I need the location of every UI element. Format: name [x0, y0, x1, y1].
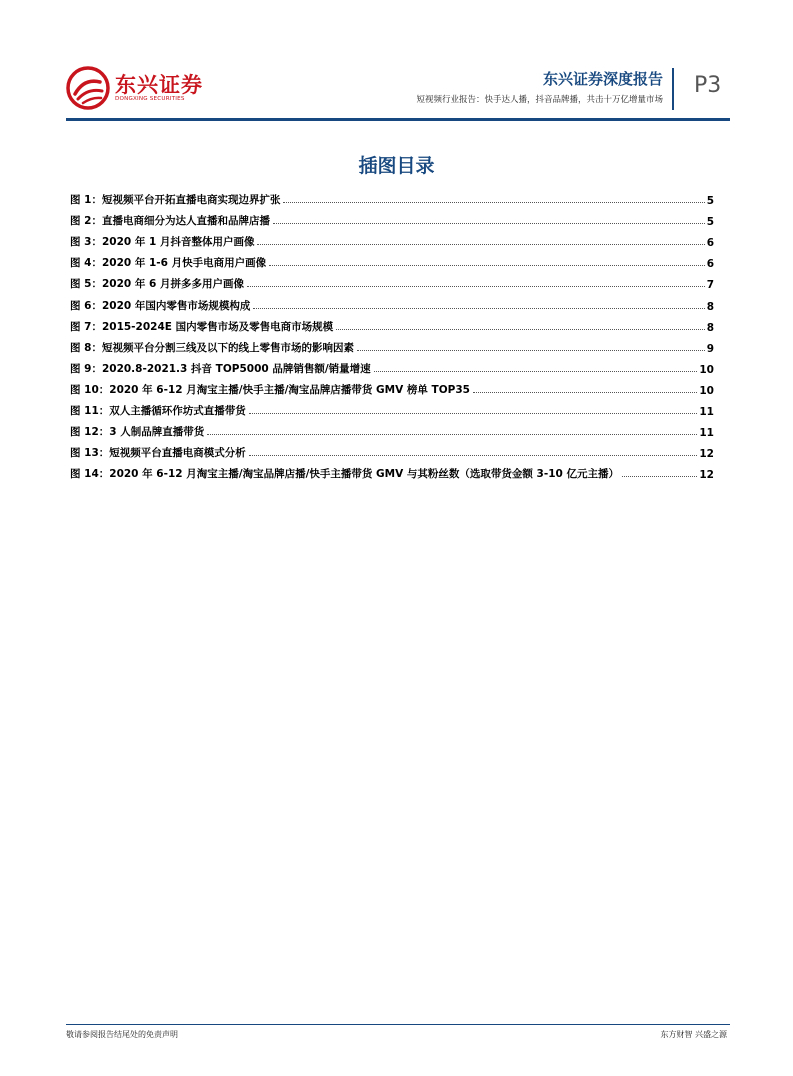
- toc-entry-page: 5: [706, 195, 714, 208]
- toc-leader-dots: [336, 329, 705, 330]
- figure-toc-list: [70, 186, 714, 481]
- toc-entry[interactable]: [70, 460, 714, 481]
- toc-leader-dots: [283, 202, 704, 203]
- toc-entry-page: 10: [699, 384, 714, 397]
- report-type-title: 东兴证券深度报告: [542, 70, 663, 88]
- toc-title: 插图目录: [358, 155, 435, 177]
- footer-slogan: 东方财智 兴盛之源: [660, 1030, 727, 1039]
- toc-entry-label: 图 14：2020 年 6-12 月淘宝主播/淘宝品牌店播/快手主播带货 GMV 与其粉丝数（选取带货金额 3-10 亿元主播）: [70, 468, 619, 481]
- toc-entry-label: 图 1：短视频平台开拓直播电商实现边界扩张: [70, 194, 281, 207]
- toc-entry[interactable]: [70, 186, 714, 207]
- toc-entry[interactable]: [70, 418, 714, 439]
- toc-entry-label: 图 11：双人主播循环作坊式直播带货: [70, 405, 246, 418]
- toc-entry-page: 8: [706, 300, 714, 313]
- toc-entry-page: 7: [706, 279, 714, 292]
- toc-entry[interactable]: [70, 355, 714, 376]
- toc-entry[interactable]: [70, 313, 714, 334]
- toc-entry-label: 图 5：2020 年 6 月拼多多用户画像: [70, 278, 244, 291]
- toc-entry-page: 5: [706, 216, 714, 229]
- toc-entry-label: 图 10：2020 年 6-12 月淘宝主播/快手主播/淘宝品牌店播带货 GMV 榜单 TOP35: [70, 383, 470, 396]
- toc-entry[interactable]: [70, 207, 714, 228]
- toc-entry[interactable]: [70, 376, 714, 397]
- toc-leader-dots: [374, 371, 698, 372]
- toc-entry-label: 图 7：2015-2024E 国内零售市场及零售电商市场规模: [70, 320, 334, 333]
- toc-entry-page: 6: [706, 237, 714, 250]
- header-rule: [66, 118, 730, 121]
- toc-leader-dots: [473, 392, 697, 393]
- toc-leader-dots: [622, 476, 697, 477]
- toc-entry-label: 图 3：2020 年 1 月抖音整体用户画像: [70, 236, 255, 249]
- page-number: P3: [694, 73, 722, 98]
- report-subtitle: 短视频行业报告：快手达人播，抖音品牌播，共击十万亿增量市场: [416, 95, 663, 105]
- toc-entry-label: 图 2：直播电商细分为达人直播和品牌店播: [70, 215, 270, 228]
- toc-entry-page: 10: [699, 363, 714, 376]
- toc-entry-label: 图 6：2020 年国内零售市场规模构成: [70, 299, 251, 312]
- toc-entry[interactable]: [70, 334, 714, 355]
- toc-entry-label: 图 13：短视频平台直播电商模式分析: [70, 447, 246, 460]
- logo-english-name: DONGXING SECURITIES: [115, 96, 185, 102]
- toc-entry-label: 图 8：短视频平台分割三线及以下的线上零售市场的影响因素: [70, 341, 354, 354]
- toc-entry-page: 8: [706, 321, 714, 334]
- toc-entry-page: 12: [699, 448, 714, 461]
- toc-leader-dots: [249, 455, 698, 456]
- footer-rule: [66, 1024, 730, 1025]
- toc-leader-dots: [249, 413, 698, 414]
- toc-entry-label: 图 4：2020 年 1-6 月快手电商用户画像: [70, 257, 267, 270]
- footer-disclaimer: 敬请参阅报告结尾处的免责声明: [66, 1030, 178, 1039]
- toc-entry[interactable]: [70, 291, 714, 312]
- toc-entry-label: 图 9：2020.8-2021.3 抖音 TOP5000 品牌销售额/销量增速: [70, 362, 371, 375]
- toc-entry[interactable]: [70, 270, 714, 291]
- toc-entry-page: 11: [699, 427, 714, 440]
- header-divider: [672, 68, 674, 110]
- logo-chinese-name: 东兴证券: [115, 73, 203, 97]
- toc-entry[interactable]: [70, 228, 714, 249]
- toc-entry-page: 11: [699, 406, 714, 419]
- company-logo: [66, 66, 203, 110]
- toc-leader-dots: [357, 350, 705, 351]
- toc-entry-page: 9: [706, 342, 714, 355]
- toc-entry-label: 图 12：3 人制品牌直播带货: [70, 426, 205, 439]
- toc-leader-dots: [247, 286, 705, 287]
- toc-entry[interactable]: [70, 397, 714, 418]
- toc-leader-dots: [207, 434, 697, 435]
- toc-entry-page: 6: [706, 258, 714, 271]
- toc-entry-page: 12: [699, 469, 714, 482]
- toc-leader-dots: [253, 308, 704, 309]
- toc-leader-dots: [257, 244, 704, 245]
- toc-entry[interactable]: [70, 439, 714, 460]
- toc-leader-dots: [269, 265, 705, 266]
- toc-leader-dots: [273, 223, 705, 224]
- toc-entry[interactable]: [70, 249, 714, 270]
- dongxing-logo-icon: [66, 66, 110, 110]
